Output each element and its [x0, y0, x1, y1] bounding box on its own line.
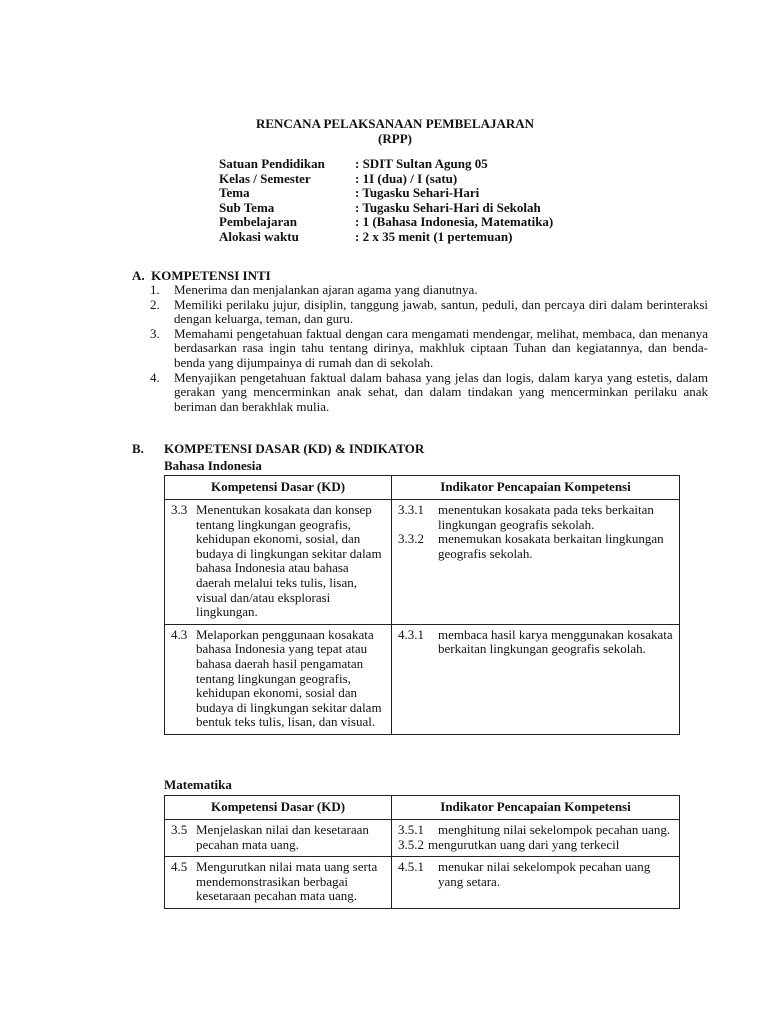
document-title: RENCANA PELAKSANAAN PEMBELAJARAN — [255, 116, 535, 131]
table-header-row — [165, 796, 680, 820]
meta-row — [219, 230, 553, 245]
table-header-row — [165, 476, 680, 500]
indicator-cell — [392, 624, 680, 734]
indicator-cell — [392, 820, 680, 857]
kd-cell — [165, 857, 392, 909]
list-item-text: Menerima dan menjalankan ajaran agama yang dianutnya. — [174, 282, 478, 297]
kd-cell — [165, 820, 392, 857]
kd-number: 3.5 — [171, 822, 188, 837]
kd-text: Menentukan kosakata dan konsep tentang lingkungan geografis, kehidupan ekonomi, sosial, dan budaya di lingkungan sekitar dalam bahasa Indonesia atau bahasa daerah melalui teks tulis, lisan, visual dan/atau eksplorasi lingkungan. — [196, 502, 382, 620]
column-header-kd: Kompetensi Dasar (KD) — [165, 796, 392, 820]
kd-number: 4.5 — [171, 859, 188, 875]
matematika-kd-table — [164, 795, 680, 909]
table-row — [165, 624, 680, 734]
meta-value: : SDIT Sultan Agung 05 — [355, 156, 488, 171]
table-row — [165, 857, 680, 909]
list-item-number: 3. — [150, 325, 160, 341]
list-item-number: 1. — [150, 282, 160, 297]
kd-text: Mengurutkan nilai mata uang serta mendemonstrasikan berbagai kesetaraan pecahan mata uang. — [196, 859, 378, 904]
table-row — [165, 820, 680, 857]
column-header-kd: Kompetensi Dasar (KD) — [165, 476, 392, 500]
meta-row — [219, 201, 553, 216]
subject-title-bahasa: Bahasa Indonesia — [164, 458, 262, 473]
meta-row — [219, 215, 553, 230]
meta-value: : 1I (dua) / I (satu) — [355, 170, 458, 186]
kd-cell — [165, 500, 392, 625]
meta-label: Tema — [219, 185, 250, 200]
list-item — [150, 298, 708, 327]
indicator-text: menentukan kosakata pada teks berkaitan lingkungan geografis sekolah. — [438, 502, 654, 532]
list-item-number: 4. — [150, 369, 160, 385]
indicator-number: 3.3.2 — [398, 531, 424, 547]
meta-row — [219, 172, 553, 187]
kd-number: 3.3 — [171, 502, 188, 517]
section-b-heading: KOMPETENSI DASAR (KD) & INDIKATOR — [164, 441, 425, 456]
indicator-number: 4.5.1 — [398, 859, 424, 875]
column-header-indikator: Indikator Pencapaian Kompetensi — [392, 476, 680, 500]
list-item-text: Menyajikan pengetahuan faktual dalam bahasa yang jelas dan logis, dalam karya yang estetis, dalam gerakan yang mencerminkan anak sehat, dan dalam tindakan yang mencerminkan perilaku anak beriman dan berakhlak mulia. — [174, 369, 708, 414]
meta-label: Alokasi waktu — [219, 228, 299, 244]
column-header-indikator: Indikator Pencapaian Kompetensi — [392, 796, 680, 820]
list-item-text: Memahami pengetahuan faktual dengan cara mengamati mendengar, melihat, membaca, dan menanya berdasarkan rasa ingin tahu tentang dirinya, makhluk ciptaan Tuhan dan kegiatannya, dan benda-benda yang dijumpainya di rumah dan di sekolah. — [174, 325, 708, 370]
document-subtitle: (RPP) — [378, 131, 412, 146]
indicator-text: menukar nilai sekelompok pecahan uang yang setara. — [438, 859, 651, 889]
list-item-text: Memiliki perilaku jujur, disiplin, tanggung jawab, santun, peduli, dan percaya diri dalam berinteraksi dengan keluarga, teman, dan guru. — [174, 296, 708, 327]
meta-label: Pembelajaran — [219, 214, 297, 229]
list-item-number: 2. — [150, 296, 160, 312]
indicator-number: 3.3.1 — [398, 502, 424, 517]
meta-row — [219, 186, 553, 201]
meta-value: : Tugasku Sehari-Hari di Sekolah — [355, 199, 541, 215]
kd-cell — [165, 624, 392, 734]
kd-text: Melaporkan penggunaan kosakata bahasa Indonesia yang tepat atau bahasa daerah hasil pengamatan tentang lingkungan geografis, kehidupan ekonomi, sosial dan budaya di lingkungan sekitar dalam bentuk teks tulis, lisan, dan visual. — [196, 626, 382, 730]
table-row — [165, 500, 680, 625]
meta-value: : 1 (Bahasa Indonesia, Matematika) — [355, 214, 554, 229]
indicator-text: menemukan kosakata berkaitan lingkungan geografis sekolah. — [438, 531, 664, 561]
indicator-cell — [392, 500, 680, 625]
list-item — [150, 371, 708, 415]
section-a-heading: A. KOMPETENSI INTI — [132, 268, 271, 283]
section-b-letter: B. — [132, 441, 144, 456]
list-item — [150, 283, 708, 298]
bahasa-kd-table — [164, 475, 680, 735]
meta-value: : Tugasku Sehari-Hari — [355, 185, 480, 200]
meta-label: Satuan Pendidikan — [219, 156, 325, 171]
kd-text: Menjelaskan nilai dan kesetaraan pecahan mata uang. — [196, 822, 369, 852]
kompetensi-inti-list — [150, 283, 708, 414]
indicator-number: 3.5.2 — [398, 836, 424, 852]
indicator-cell — [392, 857, 680, 909]
kd-number: 4.3 — [171, 626, 188, 642]
identity-block — [219, 157, 553, 244]
meta-row — [219, 157, 553, 172]
indicator-number: 4.3.1 — [398, 626, 424, 642]
meta-label: Sub Tema — [219, 199, 275, 215]
indicator-text: membaca hasil karya menggunakan kosakata berkaitan lingkungan geografis sekolah. — [438, 626, 673, 657]
indicator-text: menghitung nilai sekelompok pecahan uang. — [438, 822, 671, 837]
meta-label: Kelas / Semester — [219, 170, 311, 186]
meta-value: : 2 x 35 menit (1 pertemuan) — [355, 228, 513, 244]
indicator-text: mengurutkan uang dari yang terkecil — [428, 836, 620, 852]
subject-title-matematika: Matematika — [164, 777, 232, 792]
indicator-number: 3.5.1 — [398, 822, 424, 837]
list-item — [150, 327, 708, 371]
